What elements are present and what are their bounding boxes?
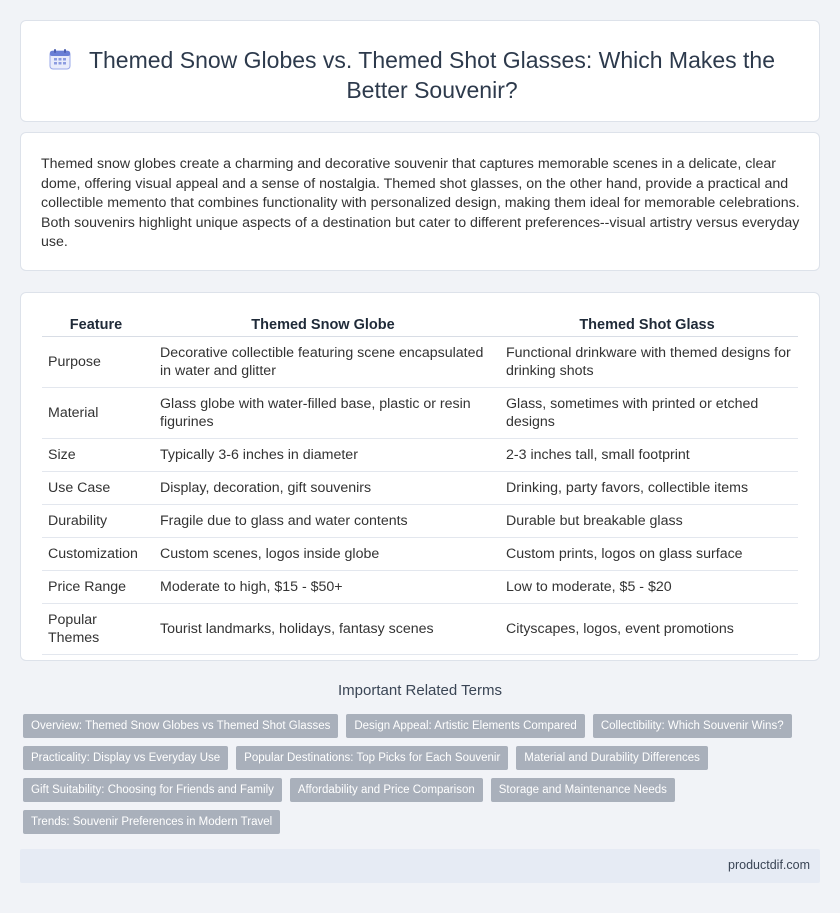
feature-cell: Popular Themes	[42, 604, 150, 655]
feature-cell: Durability	[42, 505, 150, 538]
feature-cell: Price Range	[42, 571, 150, 604]
snow-globe-cell: Glass globe with water-filled base, plastic or resin figurines	[150, 388, 496, 439]
snow-globe-cell: Tourist landmarks, holidays, fantasy scenes	[150, 604, 496, 655]
intro-paragraph: Themed snow globes create a charming and decorative souvenir that captures memorable scenes in a delicate, clear dome, offering visual appeal and a sense of nostalgia. Themed shot glasses, on the other hand, provide a practical and collectible memento that combines functionality with personalized design, making them ideal for memorable celebrations. Both souvenirs highlight unique aspects of a destination but cater to different preferences--visual artistry versus everyday use.	[41, 156, 800, 250]
feature-cell: Material	[42, 388, 150, 439]
shot-glass-cell: Cityscapes, logos, event promotions	[496, 604, 798, 655]
table-row	[42, 571, 798, 604]
header-feature: Feature	[42, 315, 150, 337]
table-row	[42, 472, 798, 505]
related-term-tag[interactable]: Practicality: Display vs Everyday Use	[23, 746, 228, 770]
shot-glass-cell: Custom prints, logos on glass surface	[496, 538, 798, 571]
table-row	[42, 337, 798, 388]
shot-glass-cell: Glass, sometimes with printed or etched designs	[496, 388, 798, 439]
related-term-tag[interactable]: Collectibility: Which Souvenir Wins?	[593, 714, 792, 738]
feature-cell: Size	[42, 439, 150, 472]
snow-globe-cell: Decorative collectible featuring scene encapsulated in water and glitter	[150, 337, 496, 388]
feature-cell: Purpose	[42, 337, 150, 388]
header-shot-glass: Themed Shot Glass	[496, 315, 798, 337]
page-title: Themed Snow Globes vs. Themed Shot Glasses: Which Makes the Better Souvenir?	[88, 47, 776, 103]
table-row	[42, 439, 798, 472]
related-term-tag[interactable]: Trends: Souvenir Preferences in Modern Travel	[23, 810, 280, 834]
comparison-table	[42, 315, 798, 655]
related-term-tag[interactable]: Affordability and Price Comparison	[290, 778, 483, 802]
header-snow-globe: Themed Snow Globe	[150, 315, 496, 337]
shot-glass-cell: Drinking, party favors, collectible items	[496, 472, 798, 505]
snow-globe-cell: Fragile due to glass and water contents	[150, 505, 496, 538]
shot-glass-cell: 2-3 inches tall, small footprint	[496, 439, 798, 472]
table-row	[42, 538, 798, 571]
related-term-tag[interactable]: Material and Durability Differences	[516, 746, 708, 770]
site-name[interactable]: productdif.com	[728, 858, 810, 872]
related-term-tag[interactable]: Storage and Maintenance Needs	[491, 778, 675, 802]
feature-cell: Use Case	[42, 472, 150, 505]
related-terms-list	[23, 714, 823, 842]
table-row	[42, 505, 798, 538]
table-row	[42, 604, 798, 655]
snow-globe-cell: Typically 3-6 inches in diameter	[150, 439, 496, 472]
intro-card	[20, 132, 820, 271]
snow-globe-cell: Custom scenes, logos inside globe	[150, 538, 496, 571]
shot-glass-cell: Functional drinkware with themed designs for drinking shots	[496, 337, 798, 388]
shot-glass-cell: Low to moderate, $5 - $20	[496, 571, 798, 604]
title-card	[20, 20, 820, 122]
table-row	[42, 388, 798, 439]
related-term-tag[interactable]: Design Appeal: Artistic Elements Compared	[346, 714, 584, 738]
feature-cell: Customization	[42, 538, 150, 571]
related-term-tag[interactable]: Popular Destinations: Top Picks for Each Souvenir	[236, 746, 508, 770]
related-term-tag[interactable]: Gift Suitability: Choosing for Friends and Family	[23, 778, 282, 802]
shot-glass-cell: Durable but breakable glass	[496, 505, 798, 538]
related-terms-heading: Important Related Terms	[338, 682, 502, 699]
related-term-tag[interactable]: Overview: Themed Snow Globes vs Themed Shot Glasses	[23, 714, 338, 738]
snow-globe-cell: Moderate to high, $15 - $50+	[150, 571, 496, 604]
comparison-card	[20, 292, 820, 661]
footer	[20, 849, 820, 883]
table-header-row	[42, 315, 798, 337]
snow-globe-cell: Display, decoration, gift souvenirs	[150, 472, 496, 505]
